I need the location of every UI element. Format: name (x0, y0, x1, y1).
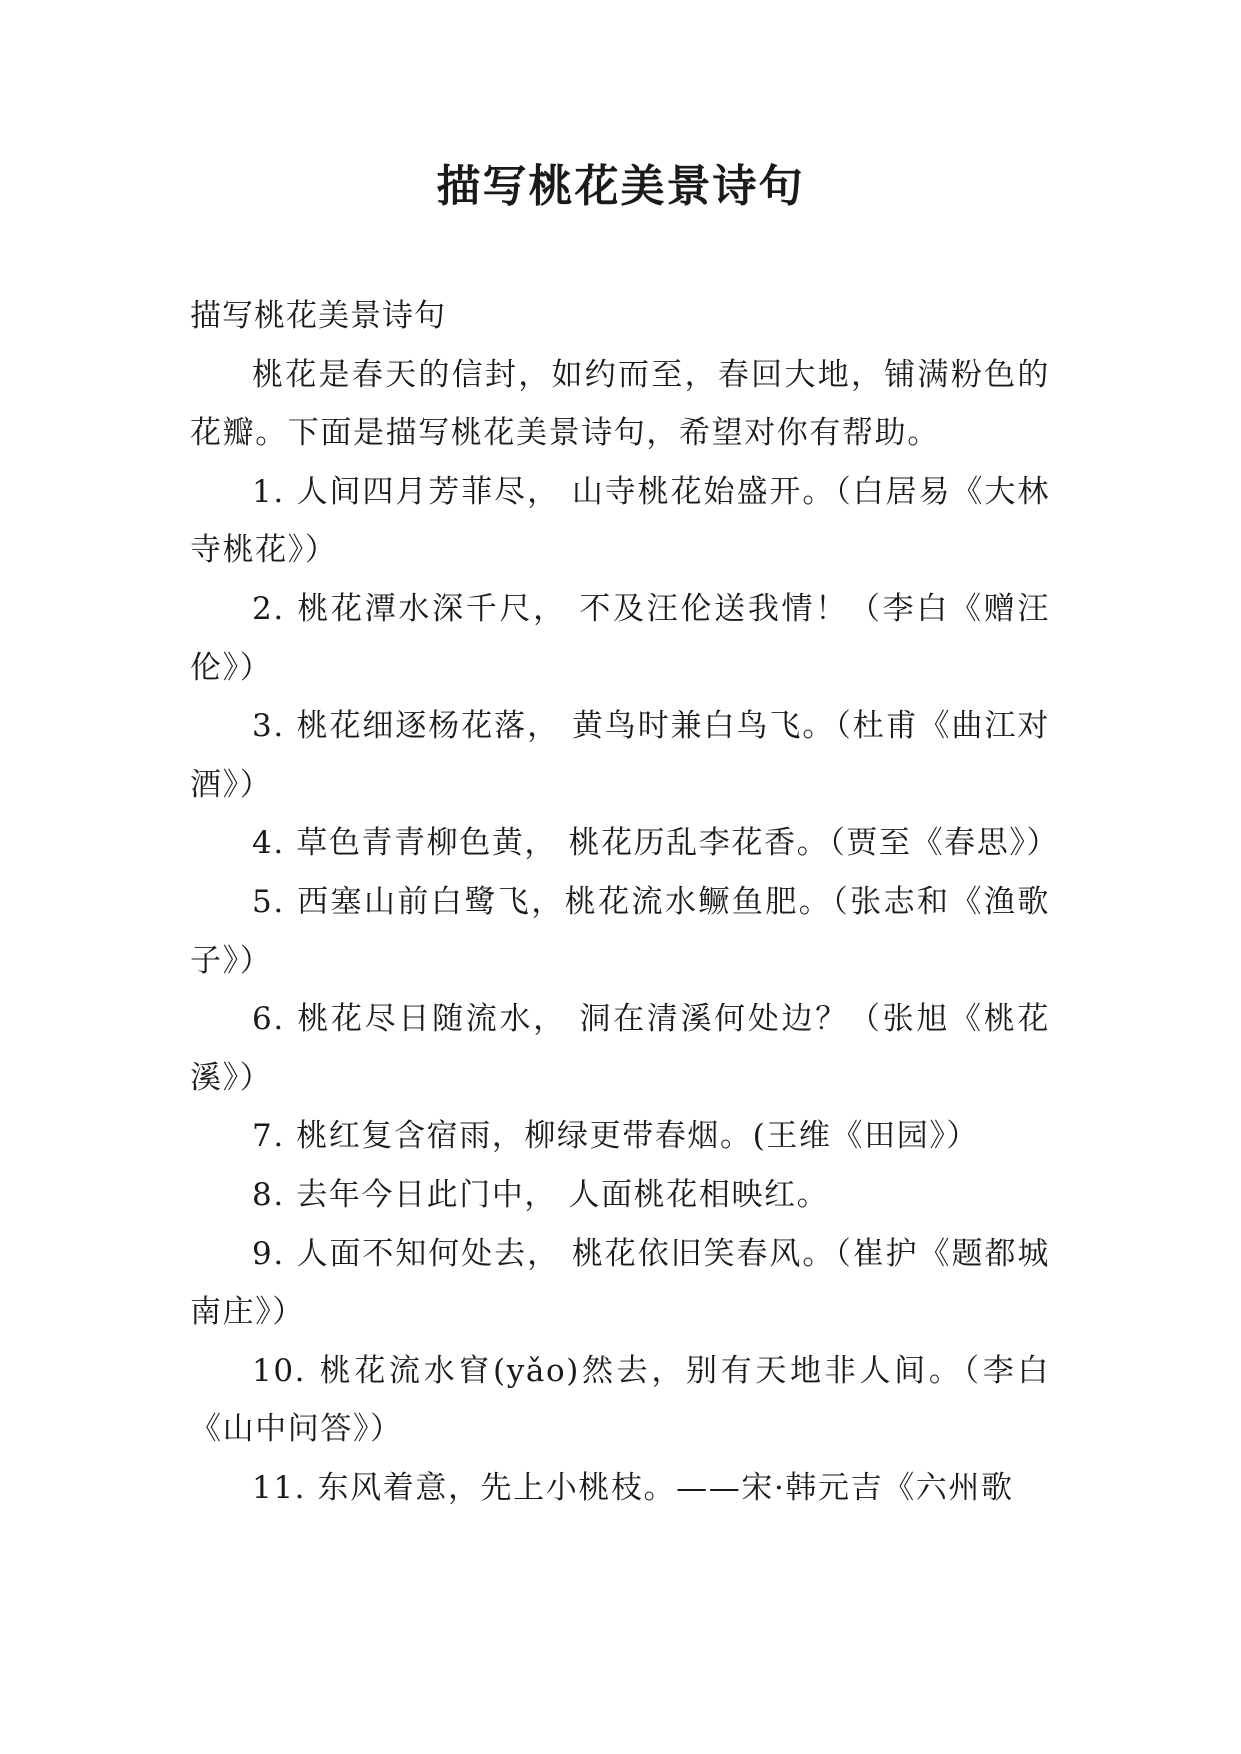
poem-line-4: 4. 草色青青柳色黄， 桃花历乱李花香。（贾至《春思》） (252, 825, 1060, 862)
poem-line-10: 10. 桃花流水窅(yǎo)然去，别有天地非人间。（李白《山中问答》） (190, 1352, 1050, 1448)
poem-line-11: 11. 东风着意，先上小桃枝。——宋·韩元吉《六州歌 (252, 1469, 1014, 1506)
page-title: 描写桃花美景诗句 (436, 161, 805, 212)
poem-line-5: 5. 西塞山前白鹭飞，桃花流水鳜鱼肥。（张志和《渔歌子》） (190, 883, 1050, 979)
intro-paragraph: 桃花是春天的信封，如约而至，春回大地，铺满粉色的花瓣。下面是描写桃花美景诗句，希望对你有帮助。 (190, 356, 1050, 452)
poem-line-3: 3. 桃花细逐杨花落， 黄鸟时兼白鸟飞。（杜甫《曲江对酒》） (190, 708, 1050, 803)
poem-line-1: 1. 人间四月芳菲尽， 山寺桃花始盛开。（白居易《大林寺桃花》） (190, 473, 1050, 569)
poem-line-9: 9. 人面不知何处去， 桃花依旧笑春风。（崔护《题都城南庄》） (190, 1235, 1050, 1331)
poem-line-2: 2. 桃花潭水深千尺， 不及汪伦送我情！（李白《赠汪伦》） (190, 590, 1050, 686)
poem-line-8: 8. 去年今日此门中， 人面桃花相映红。 (252, 1176, 830, 1213)
document-body (190, 287, 1060, 1517)
document-subtitle: 描写桃花美景诗句 (190, 298, 446, 334)
poem-line-7: 7. 桃红复含宿雨，柳绿更带春烟。(王维《田园》） (252, 1118, 980, 1155)
poem-line-6: 6. 桃花尽日随流水， 洞在清溪何处边？（张旭《桃花溪》） (190, 1001, 1050, 1096)
